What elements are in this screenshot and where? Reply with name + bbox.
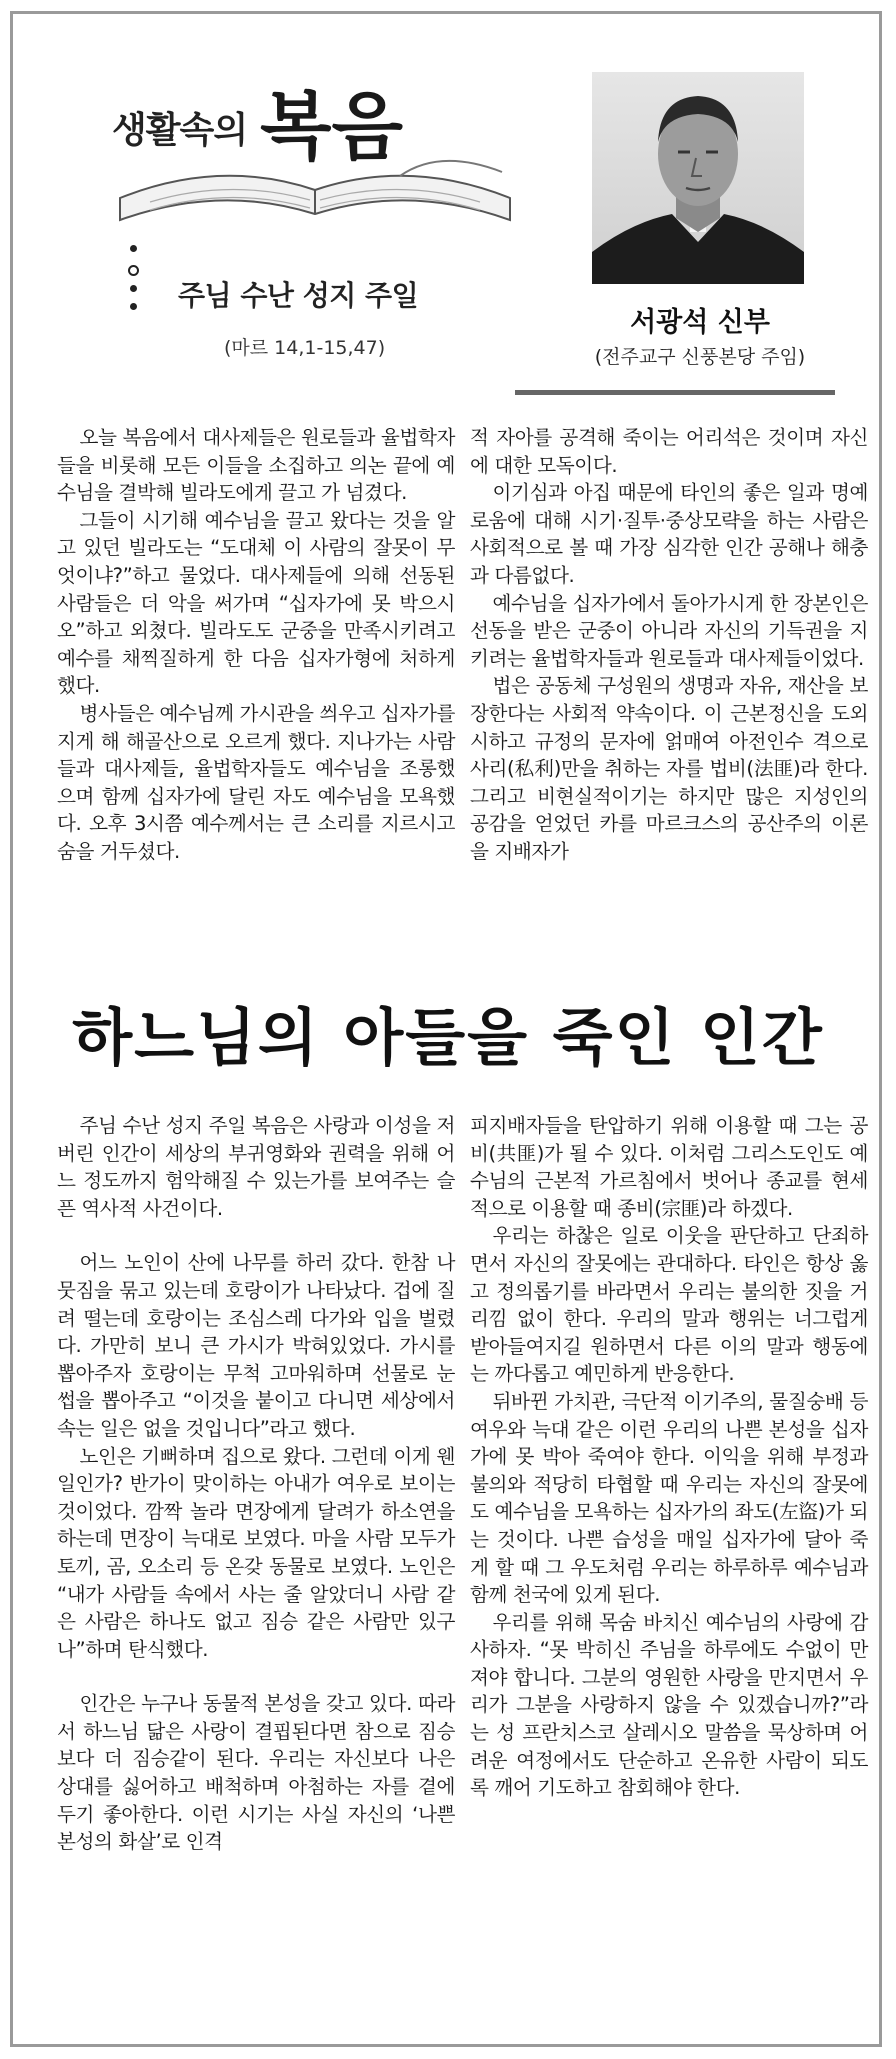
- paragraph: 피지배자들을 탄압하기 위해 이용할 때 그는 공비(共匪)가 될 수 있다. 이처럼 그리스도인도 예수님의 근본적 가르침에서 벗어나 종교를 현세적으로 이용할 때 종비(宗匪)라 하겠다.: [470, 1114, 868, 1220]
- lower-left-column: [57, 1112, 455, 1856]
- lower-right-column: [470, 1112, 868, 1802]
- author-photo: [592, 72, 804, 284]
- logo-text-small: 생활속의: [112, 110, 248, 151]
- column-logo: [60, 84, 480, 240]
- paragraph: 뒤바뀐 가치관, 극단적 이기주의, 물질숭배 등 여우와 늑대 같은 이런 우리의 나쁜 본성을 십자가에 못 박아 죽여야 한다. 이익을 위해 부정과 불의와 적당히 타협할 때 우리는 자신의 잘못에도 예수님을 모욕하는 십자가의 좌도(左盜)가 되는 것이다. 나쁜 습성을 매일 십자가에 달아 죽게 할 때 그 우도처럼 우리는 하루하루 예수님과 함께 천국에 있게 된다.: [470, 1389, 868, 1607]
- paragraph: 인간은 누구나 동물적 본성을 갖고 있다. 따라서 하느님 닮은 사랑이 결핍된다면 참으로 짐승보다 더 짐승같이 된다. 우리는 자신보다 나은 상대를 싫어하고 배척하며 아첨하는 자를 곁에 두기 좋아한다. 이런 시기는 사실 자신의 ‘나쁜 본성의 화살’로 인격: [57, 1692, 455, 1854]
- author-name: 서광석 신부: [630, 307, 770, 338]
- logo-text-big: 복음: [260, 84, 403, 170]
- paragraph: 법은 공동체 구성원의 생명과 자유, 재산을 보장한다는 사회적 약속이다. 이 근본정신을 도외시하고 규정의 문자에 얽매여 아전인수 격으로 사리(私利)만을 취하는 자를 법비(法匪)라 한다. 그리고 비현실적이기는 하지만 많은 지성인의 공감을 얻었던 카를 마르크스의 공산주의 이론을 지배자가: [470, 674, 868, 863]
- paragraph: 노인은 기뻐하며 집으로 왔다. 그런데 이게 웬일인가? 반가이 맞이하는 아내가 여우로 보이는 것이었다. 깜짝 놀라 면장에게 달려가 하소연을 하는데 면장이 늑대로 보였다. 마을 사람 모두가 토끼, 곰, 오소리 등 온갖 동물로 보였다. 노인은 “내가 사람들 속에서 사는 줄 알았더니 사람 같은 사람은 하나도 없고 짐승 같은 사람만 있구나”하며 탄식했다.: [57, 1444, 455, 1661]
- paragraph: 예수님을 십자가에서 돌아가시게 한 장본인은 선동을 받은 군중이 아니라 자신의 기득권을 지키려는 율법학자들과 원로들과 대사제들이었다.: [470, 591, 868, 670]
- scripture-reference: (마르 14,1-15,47): [224, 337, 386, 359]
- paragraph: 우리를 위해 목숨 바치신 예수님의 사랑에 감사하자. “못 박히신 주님을 하루에도 수없이 만져야 합니다. 그분의 영원한 사랑을 만지면서 우리가 그분을 사랑하지 않을 수 있겠습니까?”라는 성 프란치스코 살레시오 말씀을 묵상하며 어려운 여정에서도 단순하고 온유한 사람이 되도록 깨어 기도하고 참회해야 한다.: [470, 1610, 868, 1800]
- paragraph: 적 자아를 공격해 죽이는 어리석은 것이며 자신에 대한 모독이다.: [470, 426, 868, 477]
- paragraph: 이기심과 아집 때문에 타인의 좋은 일과 명예로움에 대해 시기·질투·중상모략을 하는 사람은 사회적으로 볼 때 가장 심각한 인간 공해나 해충과 다름없다.: [470, 481, 868, 587]
- paragraph: 어느 노인이 산에 나무를 하러 갔다. 한참 나뭇짐을 묶고 있는데 호랑이가 나타났다. 겁에 질려 떨는데 호랑이는 조심스레 다가와 입을 벌렸다. 가만히 보니 큰 가시가 박혀있었다. 가시를 뽑아주자 호랑이는 무척 고마워하며 선물로 눈썹을 뽑아주고 “이것을 붙이고 다니면 세상에서 속는 일은 없을 것입니다”라고 했다.: [57, 1251, 455, 1440]
- dots-ornament: [126, 245, 142, 317]
- paragraph: 오늘 복음에서 대사제들은 원로들과 율법학자들을 비롯해 모든 이들을 소집하고 의논 끝에 예수님을 결박해 빌라도에게 끌고 가 넘겼다.: [57, 426, 455, 505]
- header-rule: [515, 390, 835, 395]
- author-affiliation: (전주교구 신풍본당 주임): [594, 346, 806, 368]
- upper-right-column: [470, 424, 868, 866]
- column-subtitle: 주님 수난 성지 주일: [178, 279, 419, 312]
- article-headline: 하느님의 아들을 죽인 인간: [72, 1001, 824, 1074]
- paragraph: 주님 수난 성지 주일 복음은 사랑과 이성을 저버린 인간이 세상의 부귀영화와 권력을 위해 어느 정도까지 험악해질 수 있는가를 보여주는 슬픈 역사적 사건이다.: [57, 1114, 455, 1220]
- paragraph: 병사들은 예수님께 가시관을 씌우고 십자가를 지게 해 해골산으로 오르게 했다. 지나가는 사람들과 대사제들, 율법학자들도 예수님을 조롱했으며 함께 십자가에 달린 자도 예수님을 모욕했다. 오후 3시쯤 예수께서는 큰 소리를 지르시고 숨을 거두셨다.: [57, 701, 455, 863]
- paragraph: 우리는 하찮은 일로 이웃을 판단하고 단죄하면서 자신의 잘못에는 관대하다. 타인은 항상 옳고 정의롭기를 바라면서 우리는 불의한 짓을 거리낌 없이 한다. 우리의 말과 행위는 너그럽게 받아들여지길 원하면서 다른 이의 말과 행동에는 까다롭고 예민하게 반응한다.: [470, 1224, 868, 1386]
- upper-left-column: [57, 424, 455, 866]
- paragraph: 그들이 시기해 예수님을 끌고 왔다는 것을 알고 있던 빌라도는 “도대체 이 사람의 잘못이 무엇이냐?”하고 물었다. 대사제들에 의해 선동된 사람들은 더 악을 써가며 “십자가에 못 박으시오”하고 외쳤다. 빌라도도 군중을 만족시키려고 예수를 채찍질하게 한 다음 십자가형에 처하게 했다.: [57, 508, 455, 698]
